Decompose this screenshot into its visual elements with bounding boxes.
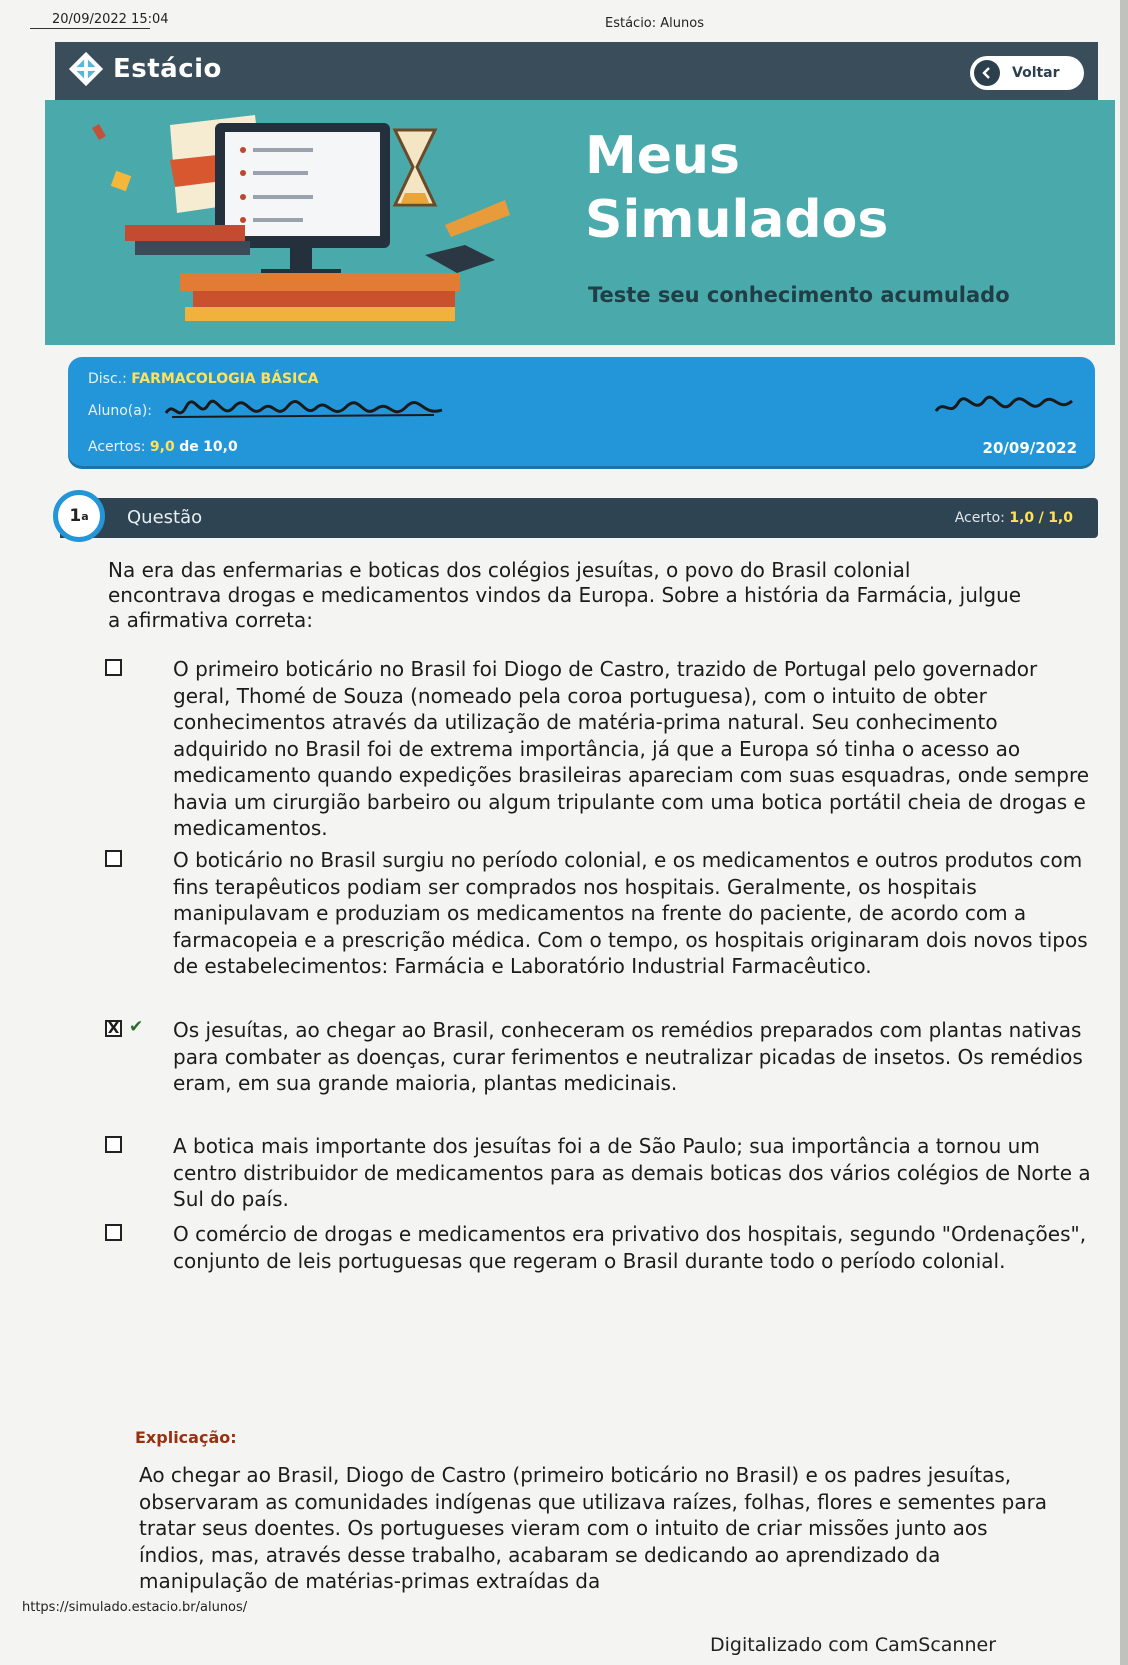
option-checkbox[interactable] <box>105 1224 122 1241</box>
banner-subtitle: Teste seu conhecimento acumulado <box>588 283 1010 307</box>
question-ordinal: a <box>81 509 89 523</box>
explanation-heading: Explicação: <box>135 1428 237 1447</box>
discipline-label: Disc.: <box>88 371 127 387</box>
redacted-student-name <box>164 395 444 425</box>
estacio-logo-icon <box>67 50 105 88</box>
question-score-total: 1,0 <box>1048 510 1073 526</box>
exam-info-panel <box>68 357 1095 466</box>
scanner-watermark: Digitalizado com CamScanner <box>710 1634 997 1656</box>
hero-banner <box>45 100 1115 345</box>
option-checkbox[interactable] <box>105 1136 122 1153</box>
option-checkbox[interactable] <box>105 850 122 867</box>
discipline-value: FARMACOLOGIA BÁSICA <box>131 371 319 387</box>
correct-check-icon: ✔ <box>129 1017 144 1037</box>
option-checkbox[interactable] <box>105 659 122 676</box>
option-text: O primeiro boticário no Brasil foi Diogo de Castro, trazido de Portugal pelo governador geral, Thomé de Souza (nomeado pela coroa portuguesa), com o intuito de obter conhecimentos através da utilização de matéria-prima natural. Seu conhecimento adquirido no Brasil foi de extrema importância, já que a Europa só tinha o acesso ao medicamento quando expedições brasileiras apareciam com suas esquadras, onde sempre havia um cirurgião barbeiro ou algum tripulante com uma botica portátil cheia de drogas e medicamentos. <box>173 657 1090 840</box>
question-number: 1 <box>69 506 82 526</box>
chevron-left-icon <box>974 60 1000 86</box>
score-de: de <box>179 439 199 455</box>
back-button-label: Voltar <box>1012 65 1060 81</box>
logo-text: Estácio <box>113 54 222 84</box>
redacted-signature <box>934 391 1074 421</box>
question-number-badge <box>53 490 105 542</box>
question-score <box>955 510 1073 526</box>
banner-title <box>585 124 888 252</box>
banner-title-line2: Simulados <box>585 190 889 250</box>
option-text: O comércio de drogas e medicamentos era privativo dos hospitais, segundo "Ordenações", conjunto de leis portuguesas que regeram o Brasil durante todo o período colonial. <box>173 1222 1087 1273</box>
score-label: Acertos: <box>88 439 146 455</box>
student-label: Aluno(a): <box>88 403 152 419</box>
question-score-sep: / <box>1038 510 1044 526</box>
option-checkbox-selected[interactable]: X <box>105 1020 122 1037</box>
print-datetime: 20/09/2022 15:04 <box>52 12 169 27</box>
banner-title-line1: Meus <box>585 126 740 186</box>
question-label: Questão <box>127 507 203 528</box>
explanation-text: Ao chegar ao Brasil, Diogo de Castro (primeiro boticário no Brasil) e os padres jesuítas, observaram as comunidades indígenas que utilizava raízes, folhas, flores e sementes para tratar seus doentes. Os portugueses vieram com o intuito de criar missões junto aos índios, mas, através desse trabalho, acabaram se dedicando ao aprendizado da manipulação de matérias-primas extraídas da <box>139 1463 1048 1593</box>
question-score-value: 1,0 <box>1009 510 1035 526</box>
score-value: 9,0 <box>149 439 175 455</box>
top-bar <box>55 42 1098 100</box>
print-header <box>0 12 1128 36</box>
handwritten-underline <box>30 28 150 29</box>
option-text: A botica mais importante dos jesuítas foi a de São Paulo; sua importância a tornou um centro distribuidor de medicamentos para as demais boticas dos vários colégios de Norte a Sul do país. <box>173 1134 1091 1211</box>
estacio-logo[interactable] <box>67 50 222 88</box>
scan-edge <box>1120 0 1128 1665</box>
option-text: O boticário no Brasil surgiu no período colonial, e os medicamentos e outros produtos com fins terapêuticos podiam ser comprados nos hospitais. Geralmente, os hospitais manipulavam e produziam os medicamentos na frente do paciente, de acordo com a farmacopeia e a prescrição médica. Com o tempo, os hospitais originaram dois novos tipos de estabelecimentos: Farmácia e Laboratório Industrial Farmacêutico. <box>173 848 1088 978</box>
page-url: https://simulado.estacio.br/alunos/ <box>22 1600 248 1615</box>
score-total: 10,0 <box>203 439 238 455</box>
exam-date: 20/09/2022 <box>982 439 1077 457</box>
option-text: Os jesuítas, ao chegar ao Brasil, conheceram os remédios preparados com plantas nativas para combater as doenças, curar ferimentos e neutralizar picadas de insetos. Os remédios eram, em sua grande maioria, plantas medicinais. <box>173 1018 1083 1095</box>
question-score-label: Acerto: <box>954 510 1005 526</box>
back-button[interactable] <box>970 56 1084 90</box>
print-page-title: Estácio: Alunos <box>605 16 704 31</box>
study-illustration <box>65 105 535 340</box>
question-header-bar <box>60 498 1098 538</box>
question-stem: Na era das enfermarias e boticas dos colégios jesuítas, o povo do Brasil colonial encontrava drogas e medicamentos vindos da Europa. Sobre a história da Farmácia, julgue a afirmativa correta: <box>108 558 1022 632</box>
